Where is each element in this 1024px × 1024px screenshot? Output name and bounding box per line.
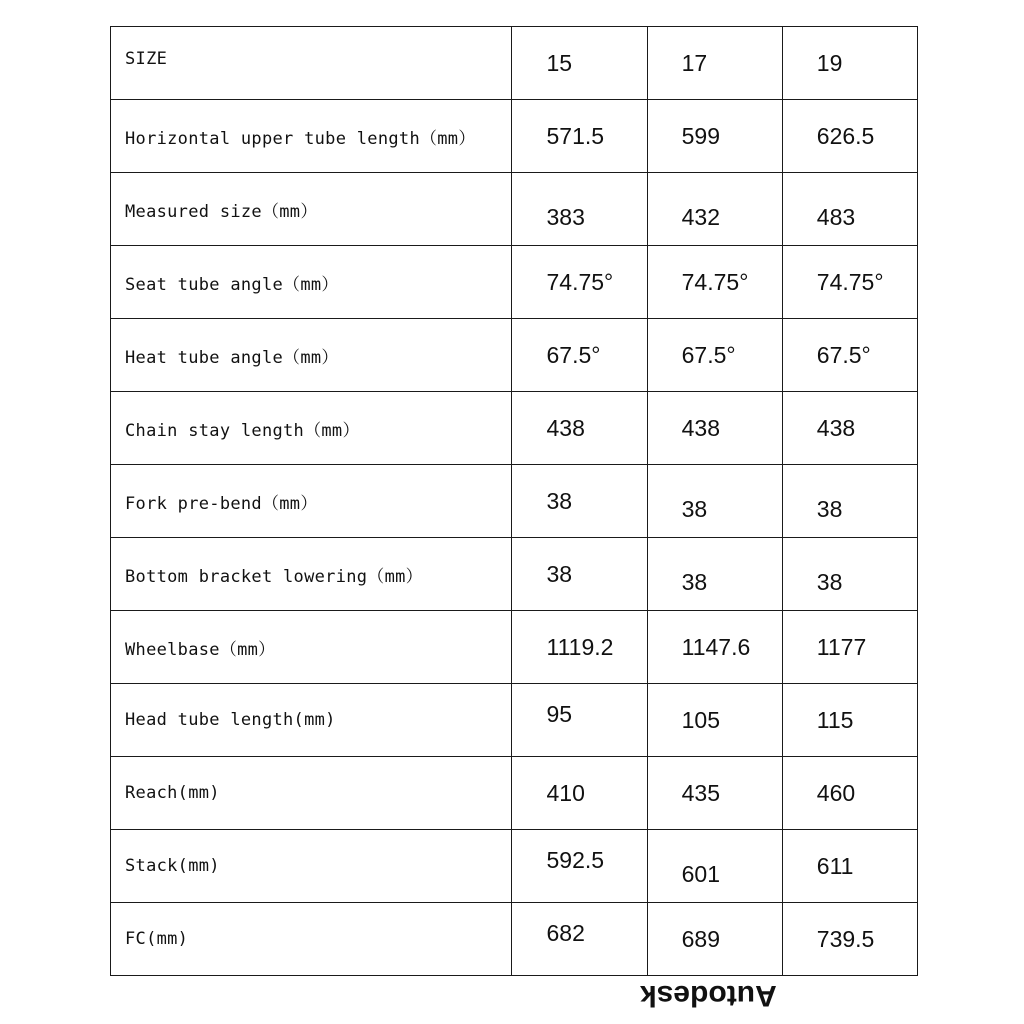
row-label: Horizontal upper tube length（mm）: [111, 100, 512, 173]
table-row: [111, 173, 918, 246]
table-row: [111, 684, 918, 757]
row-value: 438: [782, 392, 917, 465]
row-value: 739.5: [782, 903, 917, 976]
row-value: 105: [647, 684, 782, 757]
row-value: 115: [782, 684, 917, 757]
row-value: 74.75°: [782, 246, 917, 319]
table-row: [111, 903, 918, 976]
row-value: 38: [782, 465, 917, 538]
row-value: 435: [647, 757, 782, 830]
size-header-17: 17: [647, 27, 782, 100]
row-value: 38: [512, 465, 647, 538]
row-label: Fork pre-bend（mm）: [111, 465, 512, 538]
geometry-table: [110, 26, 918, 976]
row-label: Reach(mm): [111, 757, 512, 830]
row-label: Heat tube angle（mm）: [111, 319, 512, 392]
row-value: 571.5: [512, 100, 647, 173]
row-label: Wheelbase（mm）: [111, 611, 512, 684]
row-label: Seat tube angle（mm）: [111, 246, 512, 319]
row-value: 95: [512, 684, 647, 757]
size-header-15: 15: [512, 27, 647, 100]
row-value: 432: [647, 173, 782, 246]
row-value: 74.75°: [647, 246, 782, 319]
row-value: 611: [782, 830, 917, 903]
table-row: [111, 611, 918, 684]
table-row: [111, 392, 918, 465]
row-value: 601: [647, 830, 782, 903]
row-value: 1177: [782, 611, 917, 684]
row-value: 38: [647, 538, 782, 611]
size-header-label: SIZE: [111, 27, 512, 100]
row-value: 67.5°: [782, 319, 917, 392]
row-label: Stack(mm): [111, 830, 512, 903]
row-label: Chain stay length（mm）: [111, 392, 512, 465]
row-label: FC(mm): [111, 903, 512, 976]
autodesk-watermark: Autodesk: [640, 979, 777, 1012]
row-value: 438: [647, 392, 782, 465]
row-value: 626.5: [782, 100, 917, 173]
table-row: [111, 757, 918, 830]
size-header-19: 19: [782, 27, 917, 100]
row-value: 1119.2: [512, 611, 647, 684]
row-value: 38: [647, 465, 782, 538]
row-value: 410: [512, 757, 647, 830]
row-value: 460: [782, 757, 917, 830]
row-value: 592.5: [512, 830, 647, 903]
row-value: 438: [512, 392, 647, 465]
row-value: 38: [512, 538, 647, 611]
row-value: 67.5°: [512, 319, 647, 392]
row-value: 74.75°: [512, 246, 647, 319]
row-value: 67.5°: [647, 319, 782, 392]
row-label: Bottom bracket lowering（mm）: [111, 538, 512, 611]
row-value: 682: [512, 903, 647, 976]
table-row: [111, 465, 918, 538]
row-value: 599: [647, 100, 782, 173]
table-row: [111, 246, 918, 319]
row-value: 689: [647, 903, 782, 976]
table-row: [111, 100, 918, 173]
table-header-row: [111, 27, 918, 100]
row-value: 383: [512, 173, 647, 246]
table-row: [111, 538, 918, 611]
row-label: Measured size（mm）: [111, 173, 512, 246]
table-row: [111, 319, 918, 392]
row-label: Head tube length(mm): [111, 684, 512, 757]
table-row: [111, 830, 918, 903]
row-value: 1147.6: [647, 611, 782, 684]
row-value: 483: [782, 173, 917, 246]
row-value: 38: [782, 538, 917, 611]
